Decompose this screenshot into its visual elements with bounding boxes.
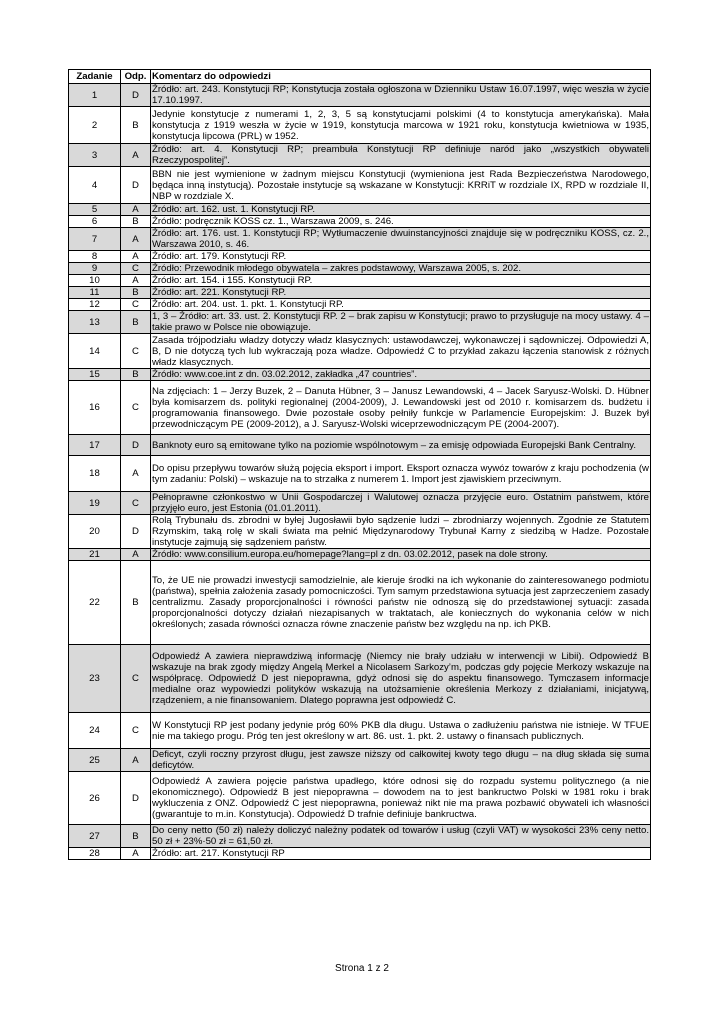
answer-letter: C — [121, 645, 151, 713]
task-number: 26 — [69, 772, 121, 825]
answer-comment: Banknoty euro są emitowane tylko na poziomie wspólnotowym – za emisję odpowiada Europejski Bank Centralny. — [151, 435, 651, 456]
table-row — [69, 713, 651, 749]
table-header-row — [69, 70, 651, 84]
task-number: 19 — [69, 492, 121, 515]
task-number: 15 — [69, 369, 121, 381]
answer-comment: Źródło: art. 243. Konstytucji RP; Konstytucja została ogłoszona w Dzienniku Ustaw 16.07.1997, więc weszła w życie 17.10.1997. — [152, 84, 649, 106]
task-number: 4 — [69, 167, 121, 204]
task-number: 20 — [69, 515, 121, 549]
answer-letter: C — [121, 334, 151, 369]
task-number: 13 — [69, 311, 121, 334]
answer-letter: A — [121, 144, 151, 167]
answer-comment: Odpowiedź A zawiera nieprawdziwą informację (Niemcy nie brały udziału w interwencji w Libii). Odpowiedź B wskazuje na brak zgody między Angelą Merkel a Nicolasem Sarkozy’m, podczas gdy pojęcie Merkozy wskazuje na współpracę. Odpowiedź D jest niepoprawna, gdyż odnosi się do aspektu finansowego. Tymczasem informacje medialne oraz wypowiedzi polityków wskazują na utożsamienie określenia Merkozy z działaniami, inicjatywą, rządzeniem, a nie finansowaniem. Dlatego poprawna jest odpowiedź C. — [151, 645, 651, 713]
table-row — [69, 228, 651, 251]
answer-letter: A — [121, 848, 151, 860]
task-number: 27 — [69, 825, 121, 848]
task-number: 3 — [69, 144, 121, 167]
header-comment: Komentarz do odpowiedzi — [151, 70, 651, 84]
task-number: 10 — [69, 275, 121, 287]
answer-letter: C — [121, 492, 151, 515]
answer-comment: Na zdjęciach: 1 – Jerzy Buzek, 2 – Danuta Hübner, 3 – Janusz Lewandowski, 4 – Jacek Saryusz-Wolski. D. Hübner była komisarzem ds. polityki regionalnej (2004-2009), J. Lewandowski jest od 2010 r. komisarzem ds. budżetu i programowania finansowego. Dwie pozostałe osoby pełniły funkcje w Parlamencie Europejskim: J. Buzek był przewodniczącym PE (2009-2012), a J. Saryusz-Wolski wiceprzewodniczącym PE (2004-2007). — [151, 381, 651, 435]
table-row — [69, 334, 651, 369]
answer-letter: C — [121, 381, 151, 435]
table-row — [69, 204, 651, 216]
answer-comment: Rolą Trybunału ds. zbrodni w byłej Jugosławii było sądzenie ludzi – zbrodniarzy wojennych. Zgodnie ze Statutem Rzymskim, taką rolę w skali świata ma pełnić Międzynarodowy Trybunał Karny z siedzibą w Hadze. Pozostałe instytucje zajmują się sądzeniem państw. — [152, 515, 649, 548]
answer-comment: Źródło: podręcznik KOSS cz. 1., Warszawa 2009, s. 246. — [151, 216, 651, 228]
task-number: 8 — [69, 251, 121, 263]
answer-comment: Źródło: art. 176. ust. 1. Konstytucji RP; Wytłumaczenie dwuinstancyjności znajduje się w podręczniku KOSS, cz. 2., Warszawa 2010, s. 46. — [152, 228, 649, 250]
table-row — [69, 299, 651, 311]
answer-letter: D — [121, 435, 151, 456]
task-number: 25 — [69, 749, 121, 772]
answer-comment: Źródło: art. 4. Konstytucji RP; preambuła Konstytucji RP definiuje naród jako „wszystkich obywateli Rzeczypospolitej”. — [152, 144, 649, 166]
table-row — [69, 435, 651, 456]
answer-letter: B — [121, 311, 151, 334]
answer-letter: A — [121, 549, 151, 561]
table-row — [69, 561, 651, 645]
answer-letter: C — [121, 299, 151, 311]
task-number: 28 — [69, 848, 121, 860]
table-row — [69, 456, 651, 492]
task-number: 7 — [69, 228, 121, 251]
task-number: 17 — [69, 435, 121, 456]
table-row — [69, 263, 651, 275]
answer-letter: D — [121, 515, 151, 549]
table-row — [69, 144, 651, 167]
table-row — [69, 107, 651, 144]
answer-comment: 1, 3 – Źródło: art. 33. ust. 2. Konstytucji RP. 2 – brak zapisu w Konstytucji; prawo to przysługuje na mocy ustawy. 4 – takie prawo w Polsce nie obowiązuje. — [152, 311, 649, 333]
table-row — [69, 287, 651, 299]
answer-letter: D — [121, 167, 151, 204]
answer-letter: C — [121, 263, 151, 275]
task-number: 24 — [69, 713, 121, 749]
answer-comment: Źródło: art. 154. i 155. Konstytucji RP. — [151, 275, 651, 287]
table-row — [69, 772, 651, 825]
answer-letter: A — [121, 204, 151, 216]
answer-letter: B — [121, 369, 151, 381]
task-number: 23 — [69, 645, 121, 713]
answer-comment: Źródło: art. 221. Konstytucji RP. — [151, 287, 651, 299]
task-number: 21 — [69, 549, 121, 561]
table-row — [69, 492, 651, 515]
answer-letter: C — [121, 713, 151, 749]
task-number: 6 — [69, 216, 121, 228]
answer-letter: D — [121, 84, 151, 107]
task-number: 9 — [69, 263, 121, 275]
answer-comment: Do ceny netto (50 zł) należy doliczyć należny podatek od towarów i usług (czyli VAT) w wysokości 23% ceny netto. 50 zł + 23%·50 zł = 61,50 zł. — [152, 825, 649, 847]
table-row — [69, 645, 651, 713]
header-task: Zadanie — [69, 70, 121, 84]
answer-comment: Źródło: www.consilium.europa.eu/homepage?lang=pl z dn. 03.02.2012, pasek na dole strony. — [151, 549, 651, 561]
answer-letter: A — [121, 456, 151, 492]
table-row — [69, 515, 651, 549]
answer-letter: D — [121, 772, 151, 825]
answer-comment: Zasada trójpodziału władzy dotyczy władz klasycznych: ustawodawczej, wykonawczej i sądowniczej. Odpowiedzi A, B, D nie dotyczą tych lub wykraczają poza władze. Odpowiedź C to przykład zakazu łączenia stanowisk z różnych władz klasycznych. — [152, 334, 649, 368]
table-row — [69, 381, 651, 435]
answer-letter: A — [121, 275, 151, 287]
answer-letter: B — [121, 825, 151, 848]
table-row — [69, 311, 651, 334]
answer-comment: Źródło: www.coe.int z dn. 03.02.2012, zakładka „47 countries”. — [151, 369, 651, 381]
task-number: 12 — [69, 299, 121, 311]
answer-letter: B — [121, 287, 151, 299]
answer-comment: Do opisu przepływu towarów służą pojęcia eksport i import. Eksport oznacza wywóz towarów z kraju pochodzenia (w tym zadaniu: Polski) – wskazuje na to strzałka z numerem 1. Import jest zjawiskiem przeciwnym. — [151, 456, 651, 492]
answer-letter: B — [121, 107, 151, 144]
answer-comment: BBN nie jest wymienione w żadnym miejscu Konstytucji (wymieniona jest Rada Bezpieczeństwa Narodowego, będąca inną instytucją). Pozostałe instytucje są wskazane w Konstytucji: KRRiT w rozdziale IX, RPD w rozdziale II, NBP w rozdziale X. — [152, 168, 649, 202]
answer-comment: Źródło: art. 204. ust. 1. pkt. 1. Konstytucji RP. — [151, 299, 651, 311]
table-row — [69, 825, 651, 848]
answer-comment: To, że UE nie prowadzi inwestycji samodzielnie, ale kieruje środki na ich wykonanie do zainteresowanego podmiotu (państwa), spełnia założenia zasady pomocniczości. Tym samym przedstawiona sytuacja jest zaprzeczeniem zasady centralizmu. Zasady proporcjonalności i równości państw nie odnoszą się do przedstawionej sytuacji: zasada proporcjonalności dotyczy działań niezapisanych w traktatach, ale koniecznych do wykonania celów w nich określonych; zasada równości oznacza równe znaczenie państw bez względu na np. ich PKB. — [151, 561, 651, 645]
answer-letter: B — [121, 561, 151, 645]
task-number: 18 — [69, 456, 121, 492]
task-number: 11 — [69, 287, 121, 299]
table-row — [69, 84, 651, 107]
task-number: 5 — [69, 204, 121, 216]
answer-comment: Źródło: Przewodnik młodego obywatela – zakres podstawowy, Warszawa 2005, s. 202. — [151, 263, 651, 275]
answer-letter: A — [121, 251, 151, 263]
answer-letter: B — [121, 216, 151, 228]
answer-comment: Deficyt, czyli roczny przyrost długu, jest zawsze niższy od całkowitej kwoty tego długu – na dług składa się suma deficytów. — [152, 749, 649, 771]
table-row — [69, 275, 651, 287]
table-row — [69, 251, 651, 263]
table-row — [69, 549, 651, 561]
answer-comment: Pełnoprawne członkostwo w Unii Gospodarczej i Walutowej oznacza przyjęcie euro. Ostatnim państwem, które przyjęło euro, jest Estonia (01.01.2011). — [152, 492, 649, 514]
task-number: 22 — [69, 561, 121, 645]
answers-table — [68, 69, 651, 860]
answer-comment: Źródło: art. 162. ust. 1. Konstytucji RP. — [151, 204, 651, 216]
table-body — [69, 84, 651, 860]
answer-comment: W Konstytucji RP jest podany jedynie próg 60% PKB dla długu. Ustawa o zadłużeniu państwa nie istnieje. W TFUE nie ma takiego progu. Próg ten jest określony w art. 86. ust. 1. pkt. 2. ustawy o finansach publicznych. — [151, 713, 651, 749]
page-footer: Strona 1 z 2 — [335, 963, 389, 974]
header-answer: Odp. — [121, 70, 151, 84]
task-number: 14 — [69, 334, 121, 369]
answer-letter: A — [121, 228, 151, 251]
task-number: 2 — [69, 107, 121, 144]
task-number: 1 — [69, 84, 121, 107]
table-row — [69, 167, 651, 204]
task-number: 16 — [69, 381, 121, 435]
table-row — [69, 749, 651, 772]
answer-comment: Źródło: art. 179. Konstytucji RP. — [151, 251, 651, 263]
table-row — [69, 369, 651, 381]
answer-letter: A — [121, 749, 151, 772]
answer-comment: Jedynie konstytucje z numerami 1, 2, 3, 5 są konstytucjami polskimi (4 to konstytucja amerykańska). Mała konstytucja z 1919 weszła w życie w 1919, konstytucja marcowa w 1921 roku, konstytucja kwietniowa w 1935, konstytucja lipcowa (PRL) w 1952. — [152, 108, 649, 142]
table-row — [69, 216, 651, 228]
answer-comment: Odpowiedź A zawiera pojęcie państwa upadłego, które odnosi się do rozpadu systemu politycznego (a nie ekonomicznego). Odpowiedź B jest niepoprawna – dowodem na to jest bankructwo Polski w 1981 roku i brak wykluczenia z ONZ. Odpowiedź C jest niepoprawna, ponieważ nikt nie ma prawa pozbawić obywateli ich własności (gwarantuje to m.in. Konstytucja). Odpowiedź D trafnie definiuje bankructwa. — [151, 772, 651, 825]
table-row — [69, 848, 651, 860]
answer-comment: Źródło: art. 217. Konstytucji RP — [151, 848, 651, 860]
